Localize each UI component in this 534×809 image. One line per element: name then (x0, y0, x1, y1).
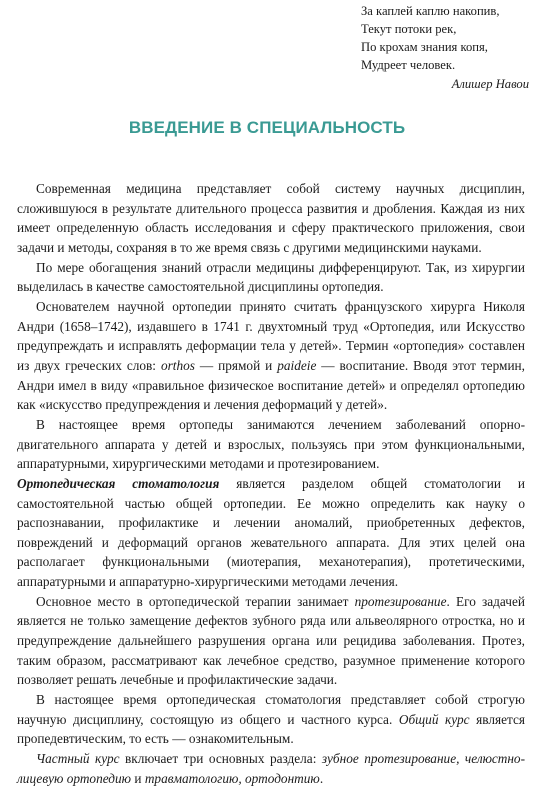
epigraph-author: Алишер Навои (451, 77, 529, 91)
epigraph-line: Текут потоки рек, (361, 22, 457, 36)
epigraph-line: По крохам знания копя, (361, 40, 488, 54)
section-list-2: травматологию, ортодонтию (144, 770, 320, 786)
paragraph-2: По мере обогащения знаний отрасли медицины дифференцируют. Так, из хирургии выделилась в качестве самостоятельной дисциплины ортопедия. (17, 259, 525, 295)
term-orthopedic-stomatology: Ортопедическая стоматология (17, 475, 220, 491)
section-list-1: зубное протезирование, челюстно-лицевую ортопедию (17, 751, 526, 786)
text-run: включает три основных раздела: (119, 751, 322, 767)
text-run: и (131, 770, 145, 786)
epigraph (361, 2, 531, 93)
paragraph-1: Современная медицина представляет собой систему научных дисциплин, сложившуюся в результате длительного процесса развития и дробления. Каждая из них имеет определенную область исследования и сферу практического приложения, свои задачи и методы, сохраняя в то же время связь с другими медицинскими науками. (17, 181, 525, 255)
greek-term-paideie: paideie (277, 357, 317, 373)
text-run: — воспитание. Вводя этот термин, Андри имел в виду «правильное физическое воспитание детей» и определял ортопедию как «искусство предупреждения и лечения деформаций у детей». (17, 357, 525, 413)
chapter-title: ВВЕДЕНИЕ В СПЕЦИАЛЬНОСТЬ (128, 118, 406, 137)
epigraph-line: За каплей каплю накопив, (361, 4, 500, 18)
text-run: В настоящее время ортопедическая стоматология представляет собой строгую научную дисциплину, состоящую из общего и частного курса. (17, 692, 525, 727)
text-run: является разделом общей стоматологии и самостоятельной частью общей ортопедии. Ее можно определить как науку о распознавании, профилактике и лечении аномалий, приобретенных дефектов, повреждений и деформаций органов жевательного аппарата. Для этих целей она располагает функциональными (миотерапия, механотерапия), протетическими, аппаратурными и аппаратурно-хирургическими методами лечения. (17, 475, 525, 590)
body-text (17, 179, 525, 788)
greek-term-orthos: orthos (160, 357, 195, 373)
term-prosthetics: протезирование (354, 593, 447, 609)
text-run: Основное место в ортопедической терапии занимает (36, 593, 355, 609)
paragraph-5 (17, 474, 525, 592)
term-special-course: Частный курс (36, 751, 120, 767)
paragraph-4: В настоящее время ортопеды занимаются лечением заболеваний опорно-двигательного аппарата у детей и взрослых, пользуясь при этом функциональными, аппаратурными, хирургическими методами и протезированием. (17, 416, 525, 472)
term-general-course: Общий курс (398, 711, 470, 727)
paragraph-3 (17, 297, 525, 415)
paragraph-7 (17, 690, 525, 749)
text-run: . (319, 770, 324, 786)
text-run: — прямой и (194, 357, 278, 373)
paragraph-6 (17, 592, 525, 690)
text-run: . Его задачей является не только замещение дефектов зубного ряда или альвеолярного отростка, но и предупреждение дальнейшего разрушения органа или рецидива заболевания. Протез, таким образом, рассматривают как лечебное средство, разумное применение которого позволяет решать лечебные и профилактические задачи. (17, 593, 525, 688)
text-run: является пропедевтическим, то есть — ознакомительным. (17, 711, 525, 747)
paragraph-8 (17, 749, 525, 788)
text-run: Основателем научной ортопедии принято считать французского хирурга Николя Андри (1658–1742), издавшего в 1741 г. двухтомный труд «Ортопедия, или Искусство предупреждать и исправлять деформации тела у детей». Термин «ортопедия» составлен из двух греческих слов: (17, 298, 525, 373)
epigraph-line: Мудреет человек. (361, 58, 456, 72)
